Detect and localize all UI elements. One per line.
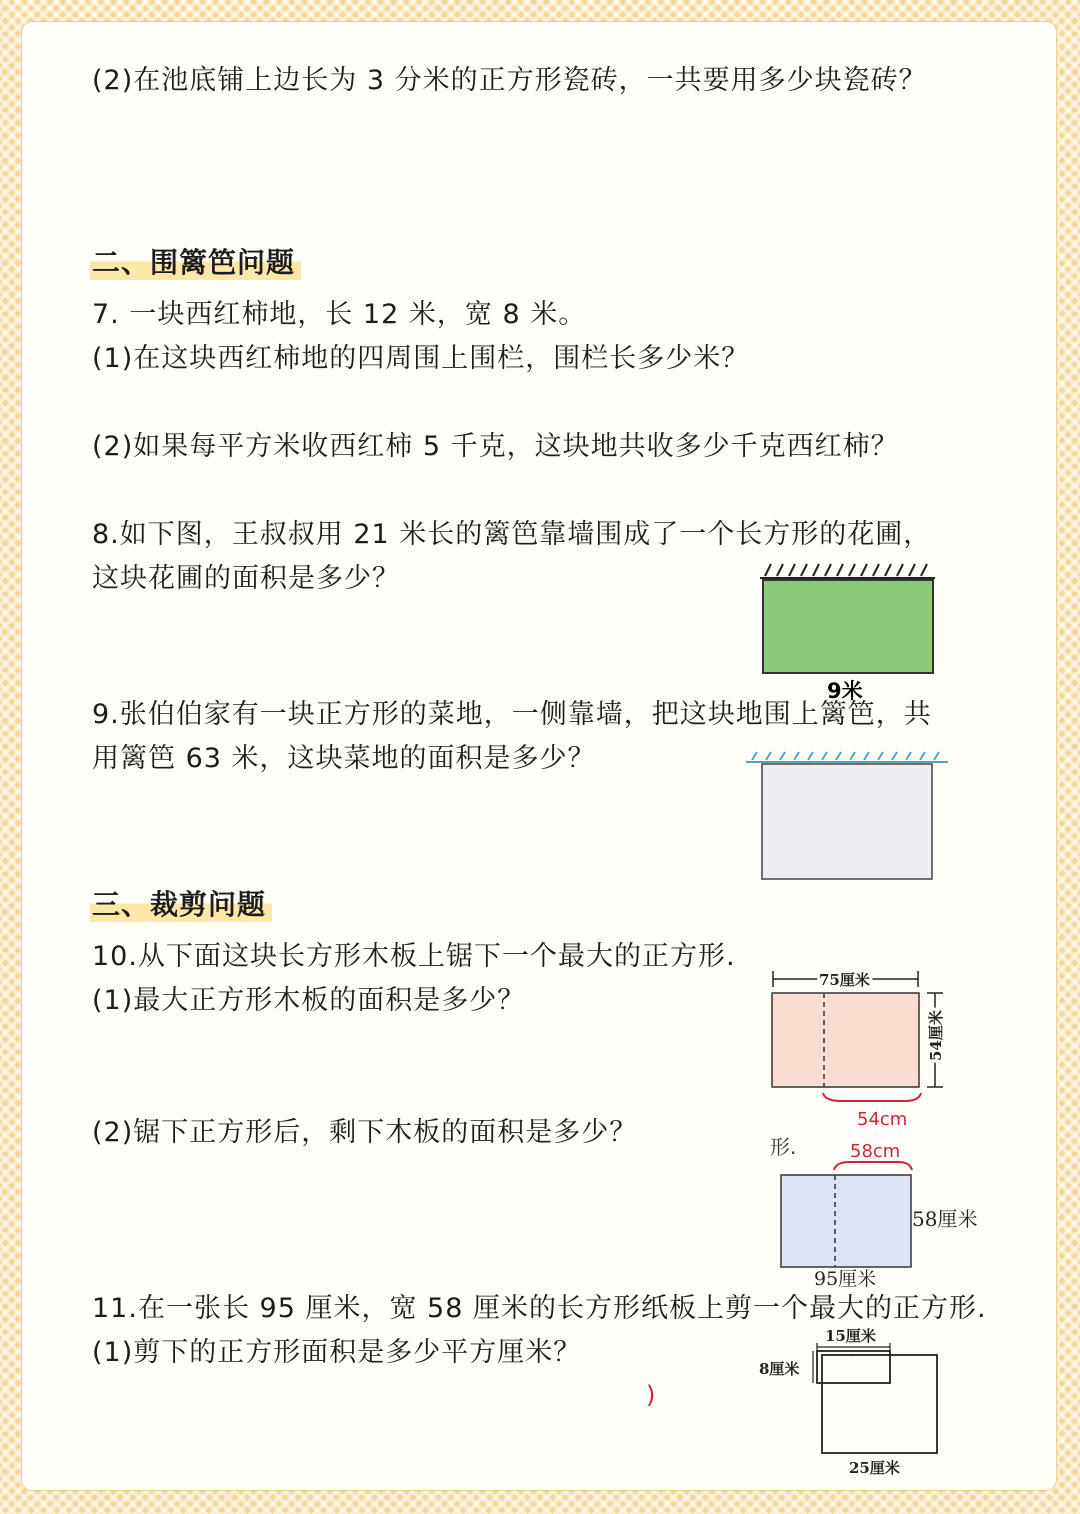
problem-11-part-1: (1)剪下的正方形面积是多少平方厘米？ bbox=[92, 1337, 582, 1368]
problem-8-line-1: 8.如下图，王叔叔用 21 米长的篱笆靠墙围成了一个长方形的花圃， bbox=[92, 519, 932, 550]
board-length-label: 75厘米 bbox=[819, 971, 870, 989]
problem-8-line-2: 这块花圃的面积是多少？ bbox=[92, 563, 400, 594]
red-note-58cm: 58cm bbox=[850, 1141, 901, 1162]
figure-corner-cut bbox=[755, 1325, 955, 1483]
red-note-54cm: 54cm bbox=[857, 1109, 908, 1130]
problem-6-part-2: (2)在池底铺上边长为 3 分米的正方形瓷砖，一共要用多少块瓷砖？ bbox=[92, 65, 927, 96]
section-title-fencing: 二、围篱笆问题 bbox=[90, 246, 301, 280]
figure-wood-board bbox=[765, 965, 955, 1130]
cardboard-rectangle bbox=[781, 1175, 911, 1267]
large-rect-length-label: 25厘米 bbox=[849, 1459, 900, 1477]
red-bracket-icon bbox=[834, 1162, 912, 1170]
garden-rectangle bbox=[763, 580, 933, 673]
problem-7-part-1: (1)在这块西红柿地的四周围上围栏，围栏长多少米？ bbox=[92, 343, 750, 374]
small-rect-width-label: 8厘米 bbox=[759, 1360, 800, 1378]
stray-red-mark: ) bbox=[646, 1381, 657, 1409]
board-width-label: 54厘米 bbox=[927, 1010, 945, 1061]
problem-9-line-2: 用篱笆 63 米，这块菜地的面积是多少？ bbox=[92, 743, 596, 774]
problem-10-part-2: (2)锯下正方形后，剩下木板的面积是多少？ bbox=[92, 1117, 638, 1148]
cardboard-length-label: 95厘米 bbox=[814, 1268, 877, 1290]
vegetable-plot-rectangle bbox=[762, 764, 932, 879]
large-rectangle bbox=[822, 1355, 937, 1453]
figure-plot-wall bbox=[742, 752, 952, 884]
problem-7-stem: 7. 一块西红柿地，长 12 米，宽 8 米。 bbox=[92, 299, 587, 330]
figure-cardboard bbox=[770, 1130, 985, 1292]
problem-11-stem: 11.在一张长 95 厘米，宽 58 厘米的长方形纸板上剪一个最大的正方形. bbox=[92, 1293, 987, 1324]
garden-width-label: 9米 bbox=[827, 679, 863, 703]
red-bracket-icon bbox=[823, 1093, 921, 1101]
section-title-cutting: 三、裁剪问题 bbox=[90, 888, 272, 922]
problem-9-line-1: 9.张伯伯家有一块正方形的菜地，一侧靠墙，把这块地围上篱笆，共 bbox=[92, 699, 932, 730]
problem-10-stem: 10.从下面这块长方形木板上锯下一个最大的正方形. bbox=[92, 941, 736, 972]
cropped-text-fragment: 形. bbox=[770, 1135, 797, 1159]
figure-garden-wall bbox=[755, 560, 945, 710]
problem-10-part-1: (1)最大正方形木板的面积是多少？ bbox=[92, 985, 526, 1016]
board-rectangle bbox=[772, 993, 919, 1087]
cardboard-width-label: 58厘米 bbox=[912, 1207, 978, 1231]
problem-7-part-2: (2)如果每平方米收西红柿 5 千克，这块地共收多少千克西红柿？ bbox=[92, 431, 899, 462]
small-rect-length-label: 15厘米 bbox=[825, 1327, 876, 1345]
wall-hatch-icon bbox=[760, 564, 935, 578]
wall-hatch-icon bbox=[746, 752, 948, 762]
